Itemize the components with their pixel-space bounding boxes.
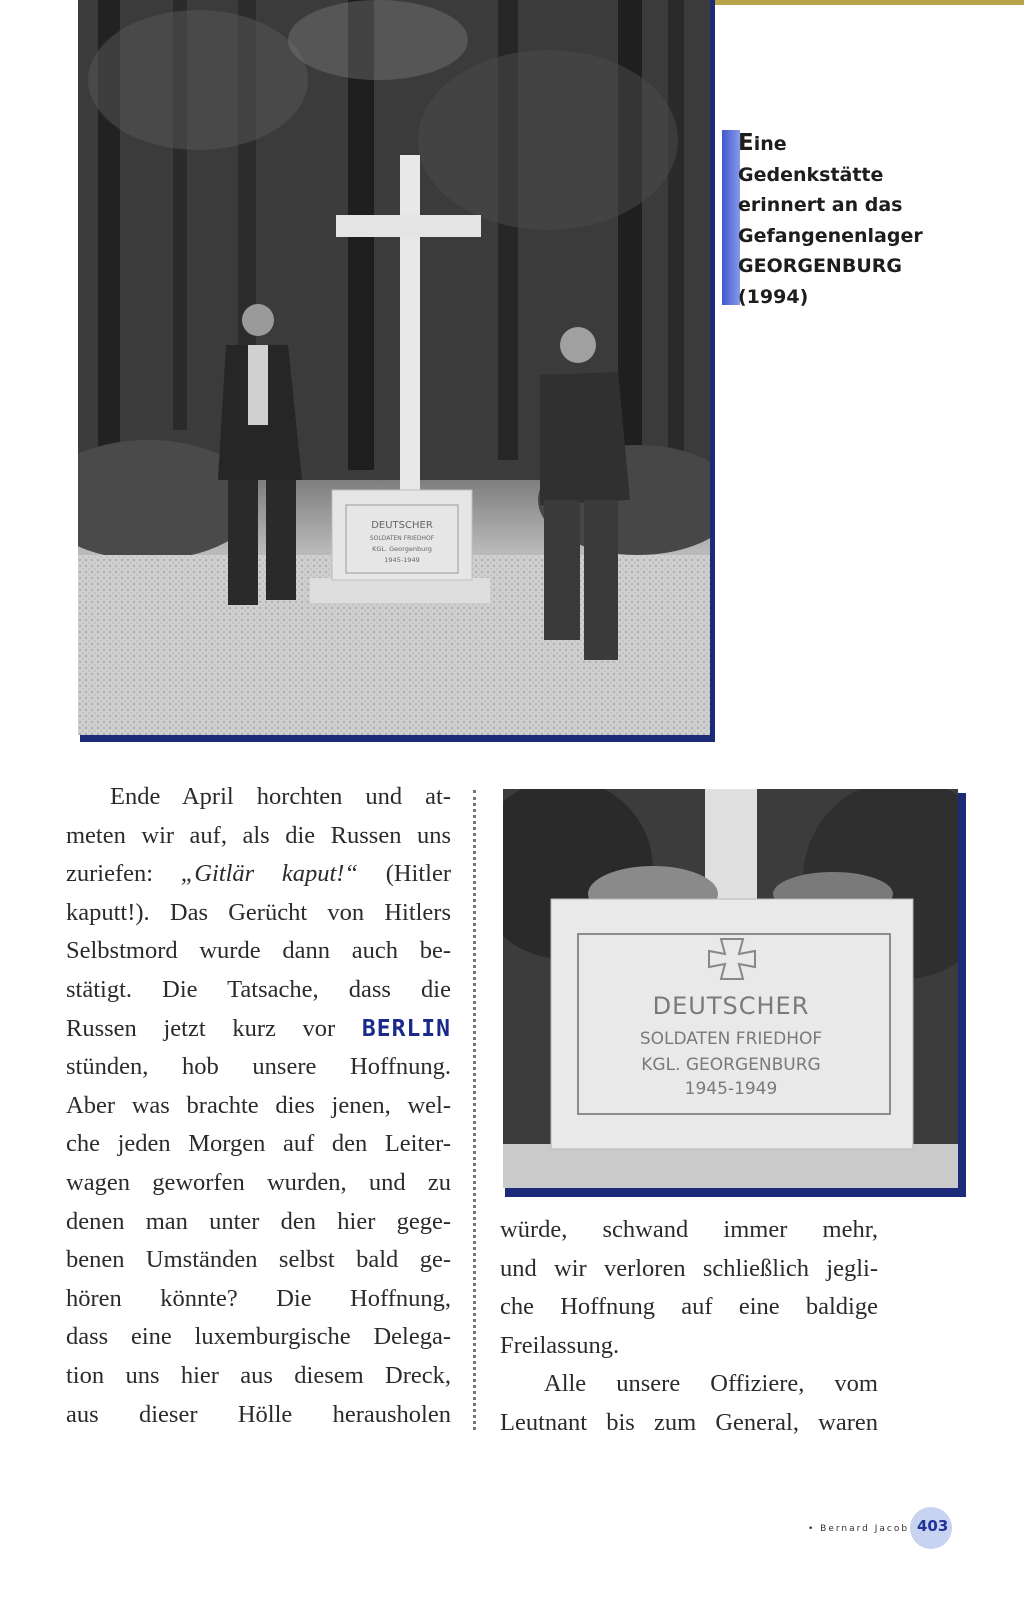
text-line: dass eine luxemburgische Delega- [66, 1323, 451, 1351]
caption-line-1: ine [753, 133, 787, 155]
text-line: wagen geworfen wurden, und zu [66, 1168, 451, 1196]
text-line: und wir verloren schließlich jegli- [500, 1254, 878, 1282]
caption-line-6: (1994) [738, 285, 809, 308]
text-line: Russen jetzt kurz vor BERLIN [66, 1014, 451, 1042]
text-line: zuriefen: „Gitlär kaput!“ (Hitler [66, 860, 451, 888]
text-column-left [66, 778, 451, 1434]
caption-line-3: erinnert an das [738, 194, 903, 216]
text-line: che Hoffnung auf eine baldige [500, 1293, 878, 1321]
caption-line-2: Gedenkstätte [738, 163, 884, 186]
text-line: tion uns hier aus diesem Dreck, [66, 1361, 451, 1389]
text-line: che jeden Morgen auf den Leiter- [66, 1130, 451, 1158]
text-line: Leutnant bis zum General, waren [500, 1408, 878, 1436]
text-line: hören könnte? Die Hoffnung, [66, 1284, 451, 1312]
photo-memorial-cross [78, 0, 710, 735]
memorial-text-line4: 1945-1949 [384, 556, 420, 564]
text-line: benen Umständen selbst bald ge- [66, 1246, 451, 1274]
text-column-right [500, 1211, 878, 1443]
text-line: Alle unsere Offiziere, vom [544, 1370, 878, 1398]
text-line: Ende April horchten und at- [110, 783, 451, 810]
caption-line-5: GEORGENBURG [738, 255, 902, 277]
text-line: stünden, hob unsere Hoffnung. [66, 1053, 451, 1081]
top-accent-bar [686, 0, 1024, 5]
photo-caption [738, 128, 1008, 312]
memorial-text-line2: SOLDATEN FRIEDHOF [369, 535, 435, 542]
text-line: aus dieser Hölle herausholen [66, 1400, 451, 1428]
memorial-closeup-line3: KGL. GEORGENBURG [641, 1055, 821, 1075]
footer-author: • Bernard Jacob [808, 1524, 910, 1534]
text-line: Aber was brachte dies jenen, wel- [66, 1091, 451, 1119]
memorial-closeup-line1: DEUTSCHER [652, 992, 810, 1020]
text-line: stätigt. Die Tatsache, dass die [66, 975, 451, 1003]
page-number: 403 [917, 1517, 949, 1535]
caption-line-4: Gefangenenlager [738, 224, 923, 247]
column-divider [473, 790, 476, 1430]
memorial-text-line1: DEUTSCHER [371, 520, 433, 531]
text-line: denen man unter den hier gege- [66, 1207, 451, 1235]
keyword-berlin: BERLIN [361, 1015, 451, 1042]
memorial-text-line3: KGL. Georgenburg [372, 545, 432, 553]
text-line: kaputt!). Das Gerücht von Hitlers [66, 898, 451, 926]
text-line: Freilassung. [500, 1331, 620, 1359]
caption-dropcap: E [738, 130, 754, 156]
memorial-closeup-line2: SOLDATEN FRIEDHOF [639, 1029, 823, 1049]
text-line: Selbstmord wurde dann auch be- [66, 937, 451, 965]
photo-memorial-closeup [503, 789, 958, 1188]
text-line: würde, schwand immer mehr, [500, 1216, 878, 1243]
quote-gitlar-kaput: „Gitlär kaput!“ [180, 860, 359, 888]
memorial-closeup-line4: 1945-1949 [684, 1079, 778, 1099]
text-line: meten wir auf, als die Russen uns [66, 821, 451, 849]
